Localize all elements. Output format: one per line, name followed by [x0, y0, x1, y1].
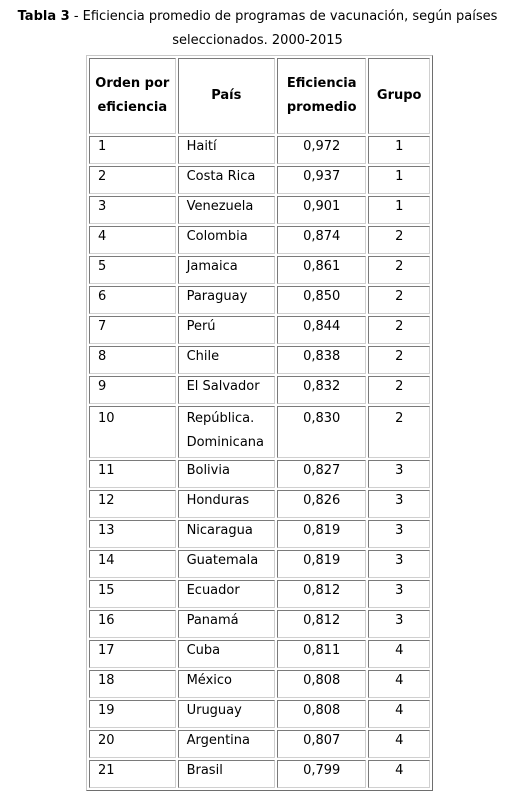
table-row [89, 376, 430, 404]
orden-cell: 3 [89, 196, 176, 224]
grupo-cell: 2 [368, 316, 430, 344]
header-row [89, 58, 430, 134]
grupo-cell: 2 [368, 256, 430, 284]
pais-cell: Brasil [178, 760, 275, 788]
grupo-cell: 1 [368, 166, 430, 194]
grupo-cell: 2 [368, 376, 430, 404]
eficiencia-cell: 0,826 [277, 490, 366, 518]
eficiencia-cell: 0,819 [277, 550, 366, 578]
orden-cell: 4 [89, 226, 176, 254]
pais-cell: Ecuador [178, 580, 275, 608]
pais-cell: Bolivia [178, 460, 275, 488]
grupo-cell: 4 [368, 700, 430, 728]
orden-cell: 13 [89, 520, 176, 548]
pais-cell: Nicaragua [178, 520, 275, 548]
pais-cell: Paraguay [178, 286, 275, 314]
eficiencia-cell: 0,861 [277, 256, 366, 284]
orden-cell: 9 [89, 376, 176, 404]
grupo-cell: 2 [368, 226, 430, 254]
eficiencia-cell: 0,807 [277, 730, 366, 758]
orden-cell: 2 [89, 166, 176, 194]
eficiencia-cell: 0,937 [277, 166, 366, 194]
table-row [89, 520, 430, 548]
pais-cell: Cuba [178, 640, 275, 668]
header-eficiencia: Eficiencia promedio [277, 58, 366, 134]
pais-cell: Uruguay [178, 700, 275, 728]
pais-cell: Colombia [178, 226, 275, 254]
orden-cell: 19 [89, 700, 176, 728]
grupo-cell: 2 [368, 346, 430, 374]
header-pais: País [178, 58, 275, 134]
pais-cell: El Salvador [178, 376, 275, 404]
grupo-cell: 2 [368, 286, 430, 314]
table-row [89, 316, 430, 344]
orden-cell: 14 [89, 550, 176, 578]
eficiencia-cell: 0,838 [277, 346, 366, 374]
pais-cell: Argentina [178, 730, 275, 758]
table-row [89, 406, 430, 458]
table-row [89, 730, 430, 758]
efficiency-table [86, 55, 433, 791]
grupo-cell: 2 [368, 406, 430, 458]
table-row [89, 550, 430, 578]
table-row [89, 196, 430, 224]
orden-cell: 7 [89, 316, 176, 344]
table-row [89, 490, 430, 518]
table-row [89, 226, 430, 254]
orden-cell: 5 [89, 256, 176, 284]
eficiencia-cell: 0,844 [277, 316, 366, 344]
table-row [89, 256, 430, 284]
table-row [89, 166, 430, 194]
eficiencia-cell: 0,808 [277, 700, 366, 728]
table-row [89, 346, 430, 374]
table-caption [4, 5, 511, 53]
eficiencia-cell: 0,812 [277, 610, 366, 638]
grupo-cell: 3 [368, 460, 430, 488]
grupo-cell: 3 [368, 580, 430, 608]
eficiencia-cell: 0,799 [277, 760, 366, 788]
eficiencia-cell: 0,972 [277, 136, 366, 164]
orden-cell: 17 [89, 640, 176, 668]
grupo-cell: 3 [368, 610, 430, 638]
orden-cell: 11 [89, 460, 176, 488]
table-row [89, 640, 430, 668]
pais-cell: Haití [178, 136, 275, 164]
orden-cell: 10 [89, 406, 176, 458]
eficiencia-cell: 0,811 [277, 640, 366, 668]
table-row [89, 580, 430, 608]
table-row [89, 760, 430, 788]
pais-cell: Guatemala [178, 550, 275, 578]
grupo-cell: 1 [368, 196, 430, 224]
orden-cell: 1 [89, 136, 176, 164]
table-row [89, 610, 430, 638]
header-grupo: Grupo [368, 58, 430, 134]
eficiencia-cell: 0,819 [277, 520, 366, 548]
grupo-cell: 4 [368, 730, 430, 758]
table-row [89, 460, 430, 488]
orden-cell: 6 [89, 286, 176, 314]
grupo-cell: 4 [368, 670, 430, 698]
pais-cell: Venezuela [178, 196, 275, 224]
grupo-cell: 3 [368, 520, 430, 548]
orden-cell: 15 [89, 580, 176, 608]
pais-cell: Jamaica [178, 256, 275, 284]
eficiencia-cell: 0,832 [277, 376, 366, 404]
grupo-cell: 4 [368, 760, 430, 788]
eficiencia-cell: 0,901 [277, 196, 366, 224]
pais-cell: Costa Rica [178, 166, 275, 194]
table-row [89, 136, 430, 164]
eficiencia-cell: 0,874 [277, 226, 366, 254]
eficiencia-cell: 0,808 [277, 670, 366, 698]
orden-cell: 12 [89, 490, 176, 518]
eficiencia-cell: 0,812 [277, 580, 366, 608]
caption-label: Tabla 3 [17, 9, 70, 24]
orden-cell: 16 [89, 610, 176, 638]
orden-cell: 20 [89, 730, 176, 758]
grupo-cell: 4 [368, 640, 430, 668]
eficiencia-cell: 0,827 [277, 460, 366, 488]
header-orden: Orden por eficiencia [89, 58, 176, 134]
orden-cell: 18 [89, 670, 176, 698]
eficiencia-cell: 0,830 [277, 406, 366, 458]
pais-cell: República. Dominicana [178, 406, 275, 458]
pais-cell: México [178, 670, 275, 698]
orden-cell: 8 [89, 346, 176, 374]
pais-cell: Perú [178, 316, 275, 344]
grupo-cell: 3 [368, 490, 430, 518]
eficiencia-cell: 0,850 [277, 286, 366, 314]
caption-text: - Eficiencia promedio de programas de vacunación, según países seleccionados. 2000-2015 [69, 9, 498, 48]
pais-cell: Panamá [178, 610, 275, 638]
table-row [89, 670, 430, 698]
table-row [89, 700, 430, 728]
table-body [89, 136, 430, 788]
orden-cell: 21 [89, 760, 176, 788]
grupo-cell: 3 [368, 550, 430, 578]
grupo-cell: 1 [368, 136, 430, 164]
pais-cell: Chile [178, 346, 275, 374]
pais-cell: Honduras [178, 490, 275, 518]
table-row [89, 286, 430, 314]
